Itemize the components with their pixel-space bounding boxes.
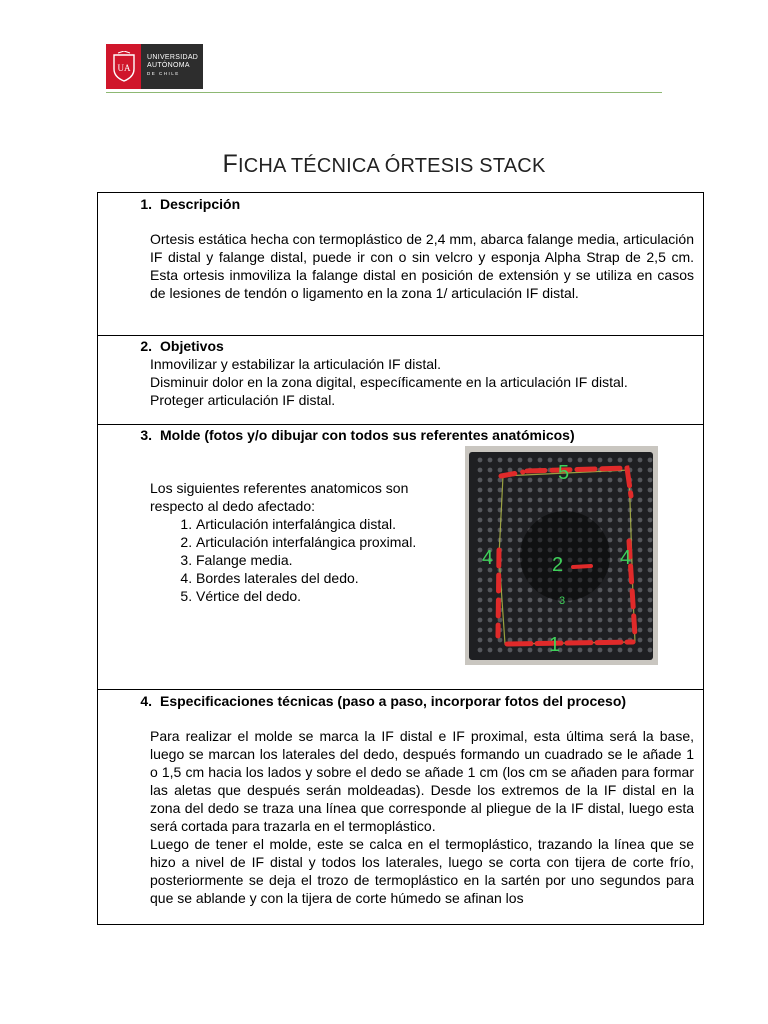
mold-intro: Los siguientes referentes anatomicos son respecto al dedo afectado: [150,480,409,514]
section-heading: Objetivos [160,338,224,354]
header-divider [106,92,662,93]
photo-label-5: 5 [558,462,570,484]
section-description [98,193,704,336]
objective-item: Proteger articulación IF distal. [150,392,336,408]
section-number: 3. [140,427,152,443]
photo-label-2: 2 [552,554,564,576]
university-logo [106,44,203,89]
logo-shield-icon [106,44,141,89]
technical-sheet-table [97,192,704,925]
section-number: 2. [140,338,152,354]
section-heading: Molde (fotos y/o dibujar con todos sus referentes anatómicos) [160,427,575,443]
list-item: 3. Falange media. [196,551,703,569]
specs-paragraph-1: Para realizar el molde se marca la IF distal e IF proximal, esta última será la base, luego se marcan los laterales del dedo, después formando un cuadrado se le añade 1 o 1,5 cm hacia los lados y sobre el dedo se añade 1 cm (los cm se añaden para formar las aletas que después serán moldeadas). Desde los extremos de la IF distal en la zona del dedo se traza una línea que corresponde al pliegue de la IF distal, luego esta será cortada para trazarla en el termoplástico. [150,728,694,834]
photo-label-3: 3 [559,595,566,607]
photo-label-4-left: 4 [482,547,494,569]
page-title: FICHA TÉCNICA ÓRTESIS STACK [222,150,546,178]
photo-label-1: 1 [549,634,561,656]
photo-label-4-right: 4 [620,547,632,569]
logo-mark: UA [117,62,130,73]
list-item: 5. Vértice del dedo. [196,587,703,605]
section-heading: Especificaciones técnicas (paso a paso, incorporar fotos del proceso) [160,693,627,709]
section-objectives [98,336,704,425]
section-technical-specs [98,690,704,925]
mold-photo [465,446,658,665]
list-item: 1. Articulación interfalángica distal. [196,515,703,533]
section-number: 1. [140,196,152,212]
specs-paragraph-2: Luego de tener el molde, este se calca en el termoplástico, trazando la línea que se hizo a nivel de IF distal y todos los laterales, luego se corta con tijera de corte frío, posteriormente se deja el trozo de termoplástico en la sartén por uno segundos para que se ablande y con la tijera de corte húmedo se afinan los [150,836,694,906]
section-heading: Descripción [160,196,241,212]
objective-item: Disminuir dolor en la zona digital, específicamente en la articulación IF distal. [150,374,628,390]
section-number: 4. [140,693,152,709]
section-mold [98,425,704,690]
list-item: 2. Articulación interfalángica proximal. [196,533,703,551]
objective-item: Inmovilizar y estabilizar la articulación IF distal. [150,356,441,372]
list-item: 4. Bordes laterales del dedo. [196,569,703,587]
logo-text: UNIVERSIDAD AUTÓNOMA DE CHILE [141,44,203,89]
description-text: Ortesis estática hecha con termoplástico de 2,4 mm, abarca falange media, articulación IF distal y falange distal, puede ir con o sin velcro y esponja Alpha Strap de 2,5 cm. Esta ortesis inmoviliza la falange distal en posición de extensión y se utiliza en casos de lesiones de tendón o ligamento en la zona 1/ articulación IF distal. [150,231,694,301]
